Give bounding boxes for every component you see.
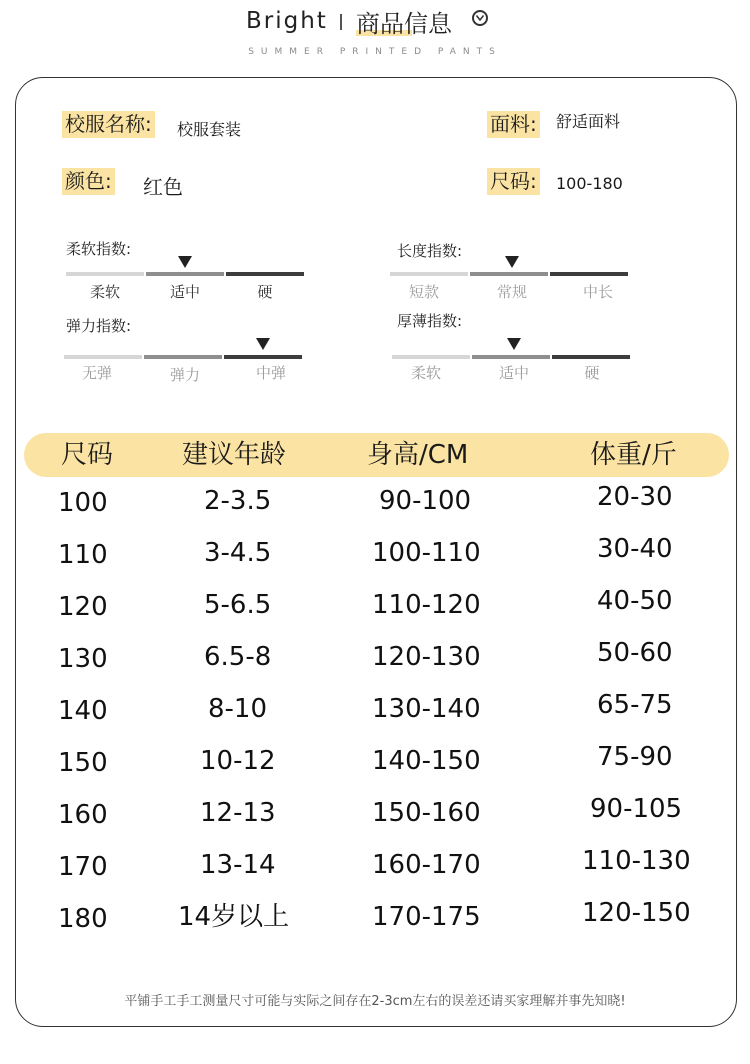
- cell-height: 100-110: [372, 538, 481, 568]
- softness-label-2: 适中: [169, 283, 200, 301]
- name-label: 校服名称:: [62, 111, 155, 138]
- cell-weight: 30-40: [597, 534, 673, 564]
- cell-height: 120-130: [372, 642, 481, 672]
- length-label-3: 中长: [582, 283, 613, 301]
- cell-height: 140-150: [372, 746, 481, 776]
- cell-weight: 20-30: [597, 482, 673, 512]
- table-row: [0, 637, 750, 677]
- header-size: 尺码: [61, 440, 114, 470]
- table-row: [0, 533, 750, 573]
- cell-height: 110-120: [372, 590, 481, 620]
- size-label: 尺码:: [487, 168, 540, 195]
- thickness-label-3: 硬: [584, 364, 600, 382]
- size-value: 100-180: [556, 174, 623, 193]
- length-title: 长度指数:: [397, 242, 463, 260]
- cell-size: 130: [58, 644, 108, 674]
- cell-weight: 40-50: [597, 586, 673, 616]
- length-seg-2: [470, 272, 548, 276]
- cell-size: 180: [58, 904, 108, 934]
- header-age: 建议年龄: [182, 440, 287, 470]
- cell-age: 12-13: [200, 798, 276, 828]
- cell-weight: 110-130: [582, 846, 691, 876]
- cell-age: 10-12: [200, 746, 276, 776]
- color-label: 颜色:: [62, 168, 115, 195]
- table-row: [0, 585, 750, 625]
- thickness-label-1: 柔软: [410, 364, 441, 382]
- cell-weight: 75-90: [597, 742, 673, 772]
- cell-age: 14岁以上: [178, 902, 290, 932]
- table-row: [0, 897, 750, 937]
- thickness-seg-1: [392, 355, 470, 359]
- cell-size: 100: [58, 488, 108, 518]
- page-subtitle: SUMMER PRINTED PANTS: [248, 47, 502, 57]
- elasticity-marker: [256, 338, 270, 350]
- elasticity-title: 弹力指数:: [66, 317, 132, 335]
- brand-name: Bright: [246, 8, 328, 34]
- chevron-down-icon: [472, 10, 488, 26]
- elasticity-label-3: 中弹: [255, 364, 286, 382]
- cell-height: 160-170: [372, 850, 481, 880]
- length-label-1: 短款: [408, 283, 439, 301]
- elasticity-seg-2: [144, 355, 222, 359]
- length-label-2: 常规: [496, 283, 527, 301]
- softness-seg-2: [146, 272, 224, 276]
- thickness-title: 厚薄指数:: [397, 312, 463, 330]
- page-header: [0, 0, 750, 70]
- elasticity-seg-3: [224, 355, 302, 359]
- elasticity-seg-1: [64, 355, 142, 359]
- cell-size: 110: [58, 540, 108, 570]
- cell-weight: 120-150: [582, 898, 691, 928]
- length-seg-1: [390, 272, 468, 276]
- table-row: [0, 689, 750, 729]
- softness-seg-1: [66, 272, 144, 276]
- softness-label-3: 硬: [257, 283, 273, 301]
- header-weight: 体重/斤: [590, 440, 677, 470]
- cell-age: 3-4.5: [204, 538, 272, 568]
- size-table-header: [24, 433, 729, 477]
- cell-size: 120: [58, 592, 108, 622]
- thickness-label-2: 适中: [498, 364, 529, 382]
- cell-age: 13-14: [200, 850, 276, 880]
- length-marker: [505, 256, 519, 268]
- table-row: [0, 793, 750, 833]
- cell-size: 170: [58, 852, 108, 882]
- fabric-value: 舒适面料: [556, 112, 621, 131]
- color-value: 红色: [143, 175, 183, 199]
- softness-title: 柔软指数:: [66, 240, 132, 258]
- table-row: [0, 741, 750, 781]
- measurement-disclaimer: 平铺手工手工测量尺寸可能与实际之间存在2-3cm左右的误差还请买家理解并事先知晓!: [124, 994, 626, 1009]
- elasticity-label-1: 无弹: [81, 364, 112, 382]
- softness-marker: [178, 256, 192, 268]
- header-height: 身高/CM: [367, 440, 469, 470]
- cell-age: 8-10: [208, 694, 268, 724]
- table-row: [0, 481, 750, 521]
- cell-age: 2-3.5: [204, 486, 272, 516]
- cell-age: 5-6.5: [204, 590, 272, 620]
- cell-weight: 90-105: [590, 794, 683, 824]
- thickness-seg-3: [552, 355, 630, 359]
- cell-height: 170-175: [372, 902, 481, 932]
- name-value: 校服套装: [177, 120, 242, 139]
- thickness-marker: [507, 338, 521, 350]
- elasticity-label-2: 弹力: [169, 366, 200, 384]
- thickness-seg-2: [472, 355, 550, 359]
- cell-weight: 65-75: [597, 690, 673, 720]
- header-divider: [340, 14, 342, 30]
- table-row: [0, 845, 750, 885]
- cell-height: 90-100: [379, 486, 472, 516]
- page-title: 商品信息: [356, 10, 452, 38]
- softness-label-1: 柔软: [89, 283, 120, 301]
- cell-size: 150: [58, 748, 108, 778]
- cell-height: 150-160: [372, 798, 481, 828]
- fabric-label: 面料:: [487, 111, 540, 138]
- cell-size: 160: [58, 800, 108, 830]
- softness-seg-3: [226, 272, 304, 276]
- length-seg-3: [550, 272, 628, 276]
- cell-weight: 50-60: [597, 638, 673, 668]
- cell-size: 140: [58, 696, 108, 726]
- cell-age: 6.5-8: [204, 642, 272, 672]
- cell-height: 130-140: [372, 694, 481, 724]
